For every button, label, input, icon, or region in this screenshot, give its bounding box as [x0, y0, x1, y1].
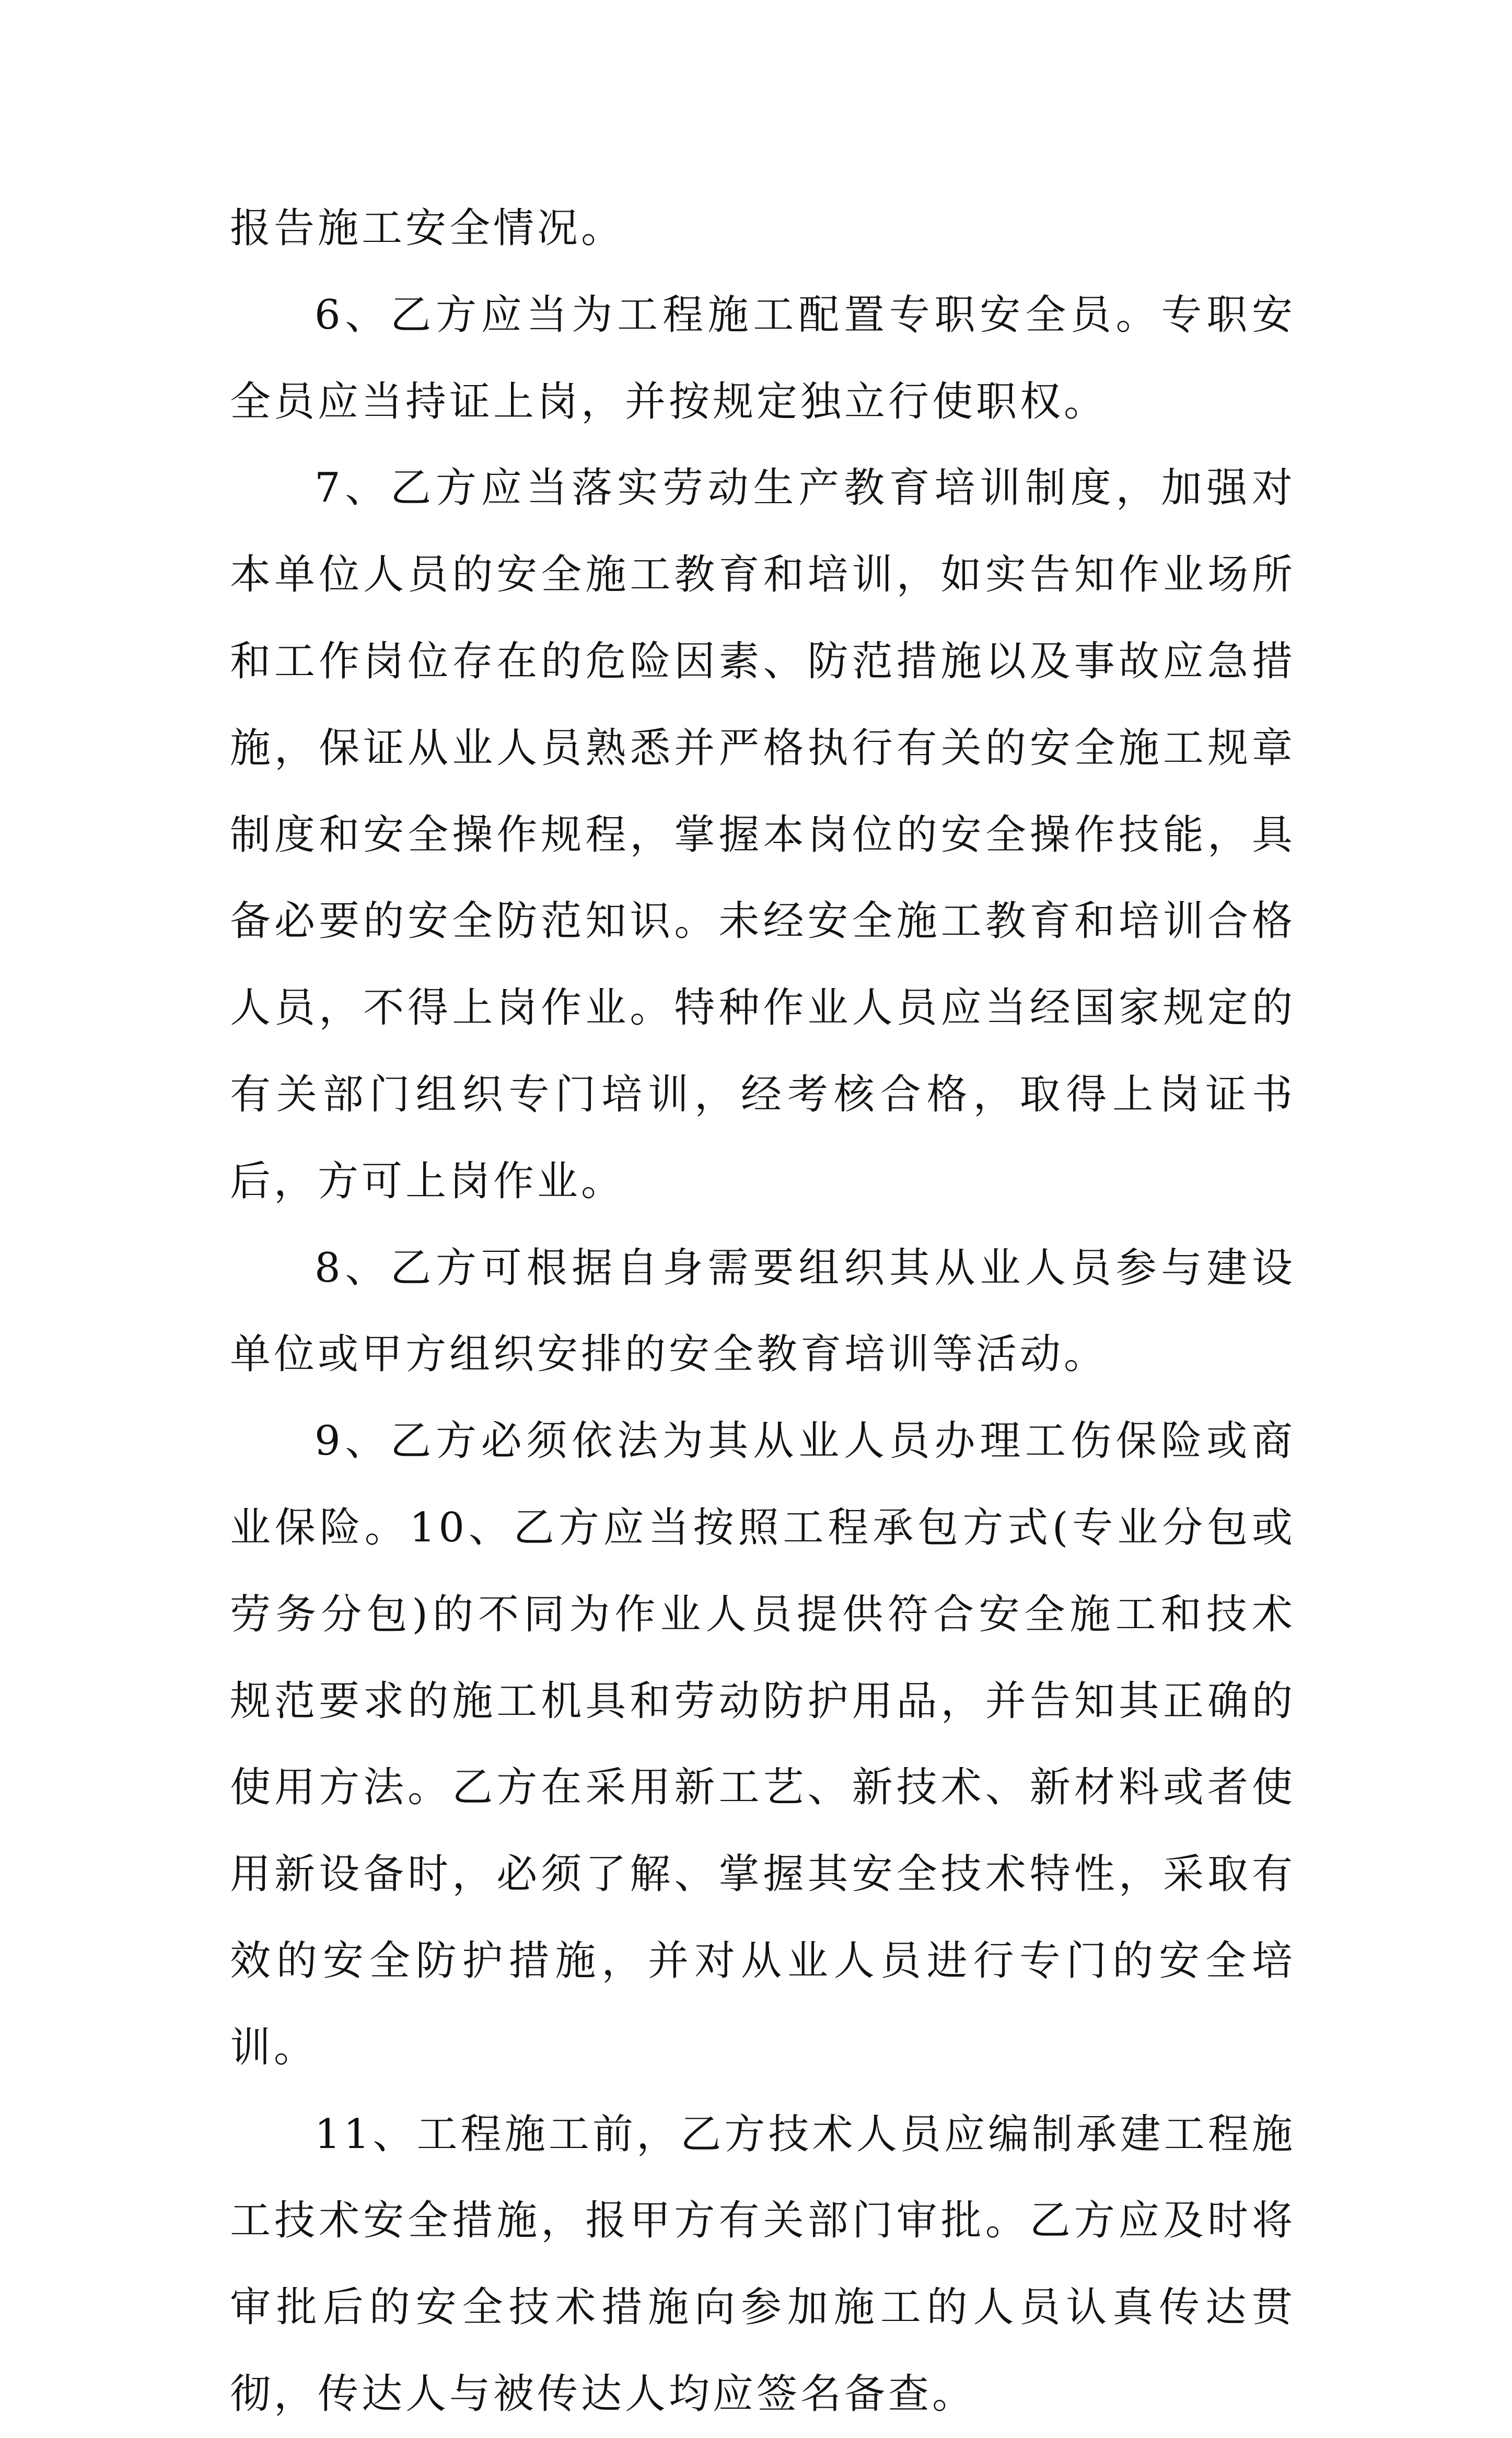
paragraph-clause-8: 8、乙方可根据自身需要组织其从业人员参与建设单位或甲方组织安排的安全教育培训等活动。 — [230, 1244, 1296, 1378]
document-body — [230, 185, 1296, 2438]
paragraph-clause-11: 11、工程施工前，乙方技术人员应编制承建工程施工技术安全措施，报甲方有关部门审批。乙方应及时将审批后的安全技术措施向参加施工的人员认真传达贯彻，传达人与被传达人均应签名备查。 — [230, 2110, 1296, 2418]
paragraph-clause-7: 7、乙方应当落实劳动生产教育培训制度，加强对本单位人员的安全施工教育和培训，如实告知作业场所和工作岗位存在的危险因素、防范措施以及事故应急措施，保证从业人员熟悉并严格执行有关的安全施工规章制度和安全操作规程，掌握本岗位的安全操作技能，具备必要的安全防范知识。未经安全施工教育和培训合格人员，不得上岗作业。特种作业人员应当经国家规定的有关部门组织专门培训，经考核合格，取得上岗证书后，方可上岗作业。 — [230, 465, 1296, 1205]
paragraph-clause-9-10: 9、乙方必须依法为其从业人员办理工伤保险或商业保险。10、乙方应当按照工程承包方式(专业分包或劳务分包)的不同为作业人员提供符合安全施工和技术规范要求的施工机具和劳动防护用品，并告知其正确的使用方法。乙方在采用新工艺、新技术、新材料或者使用新设备时，必须了解、掌握其安全技术特性，采取有效的安全防护措施，并对从业人员进行专门的安全培训。 — [230, 1418, 1296, 2071]
paragraph-clause-6: 6、乙方应当为工程施工配置专职安全员。专职安全员应当持证上岗，并按规定独立行使职权。 — [230, 291, 1296, 425]
paragraph-continuation: 报告施工安全情况。 — [230, 205, 625, 252]
